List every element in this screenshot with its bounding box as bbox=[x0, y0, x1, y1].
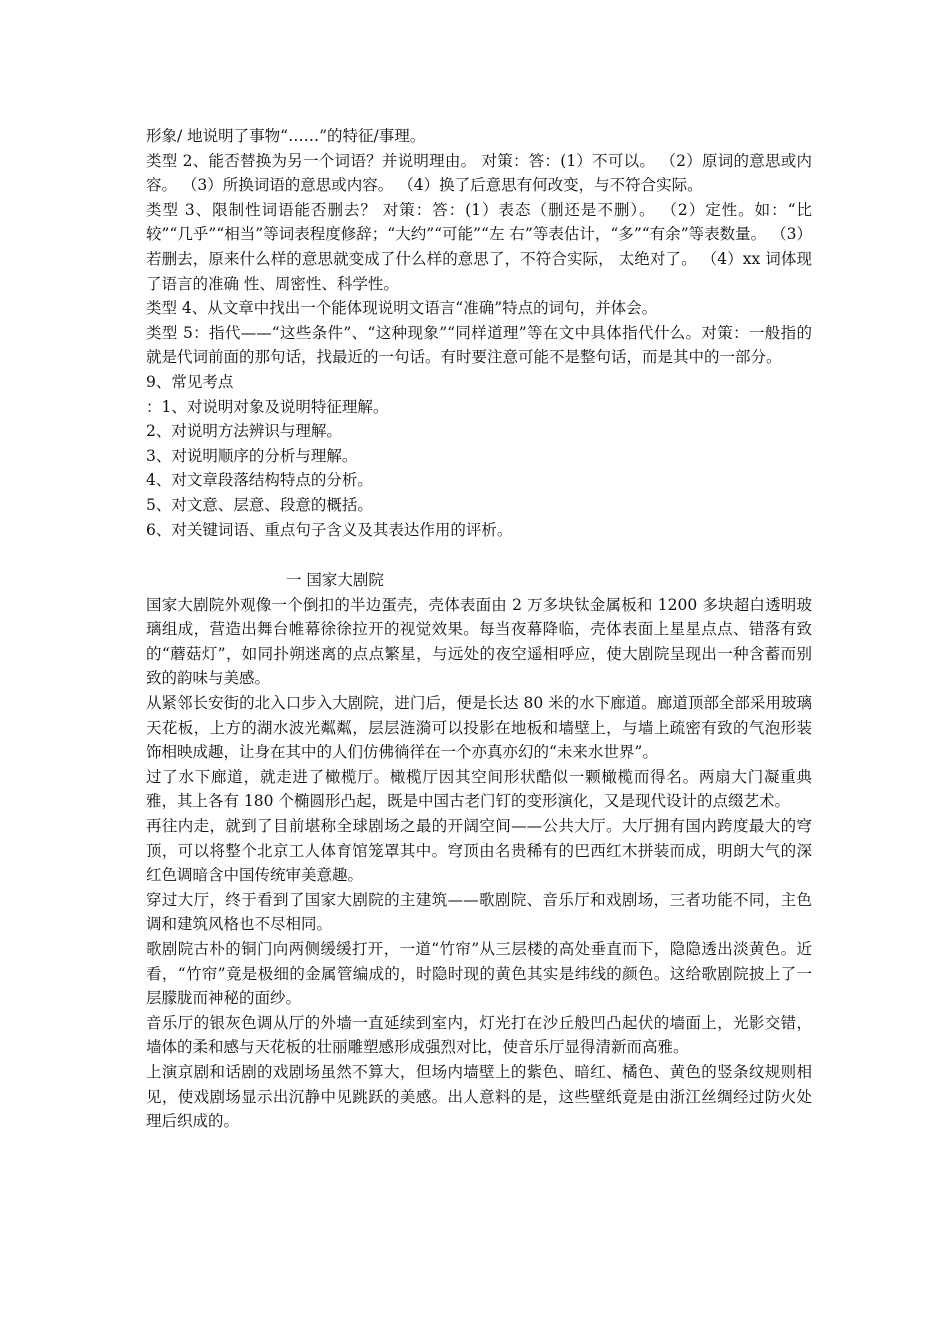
paragraph-main-buildings: 穿过大厅，终于看到了国家大剧院的主建筑——歌剧院、音乐厅和戏剧场，三者功能不同，主色调和建筑风格也不尽相同。 bbox=[146, 890, 812, 934]
list-item: ：1、对说明对象及说明特征理解。 bbox=[146, 397, 389, 416]
list-item: 6、对关键词语、重点句子含义及其表达作用的评析。 bbox=[146, 520, 513, 539]
paragraph-underwater-corridor: 从紧邻长安街的北入口步入大剧院，进门后，便是长达 80 米的水下廊道。廊道顶部全部采用玻璃天花板，上方的湖水波光粼粼，层层涟漪可以投影在地板和墙壁上，与墙上疏密有致的气泡形装饰相映成趣，让身在其中的人们仿佛徜徉在一个亦真亦幻的“未来水世界”。 bbox=[146, 694, 812, 762]
paragraph-public-hall: 再往内走，就到了目前堪称全球剧场之最的开阔空间——公共大厅。大厅拥有国内跨度最大的穹顶，可以将整个北京工人体育馆笼罩其中。穹顶由名贵稀有的巴西红木拼装而成，明朗大气的深红色调暗含中国传统审美意趣。 bbox=[146, 817, 812, 885]
paragraph-theatre: 上演京剧和话剧的戏剧场虽然不算大，但场内墙壁上的紫色、暗红、橘色、黄色的竖条纹规则相见，使戏剧场显示出沉静中见跳跃的美感。出人意料的是，这些壁纸竟是由浙江丝绸经过防火处理后织成的。 bbox=[146, 1062, 812, 1131]
section-spacer bbox=[146, 542, 812, 568]
document-body bbox=[146, 124, 812, 1134]
paragraph-concert-hall: 音乐厅的银灰色调从厅的外墙一直延续到室内，灯光打在沙丘般凹凸起伏的墙面上，光影交错，墙体的柔和感与天花板的壮丽雕塑感形成强烈对比，使音乐厅显得清新而高雅。 bbox=[146, 1013, 812, 1057]
section-title: 一 国家大剧院 bbox=[286, 571, 384, 590]
list-item: 2、对说明方法辨识与理解。 bbox=[146, 422, 342, 441]
paragraph-intro: 形象/ 地说明了事物“……”的特征/事理。 bbox=[146, 127, 426, 145]
paragraph-type-3: 类型 3、限制性词语能否删去？ 对策：答：(1）表态（删还是不删）。 （2）定性。如：“比较”“几乎”“相当”等词表程度修辞；“大约”“可能”“左 右”等表估计，“多”“有余”等表数量。 （3）若删去，原来什么样的意思就变成了什么样的意思了，不符合实际， 太绝对了。 （4）xx 词体现了语言的准确 性、周密性、科学性。 bbox=[146, 200, 812, 293]
paragraph-olive-hall: 过了水下廊道，就走进了橄榄厅。橄榄厅因其空间形状酷似一颗橄榄而得名。两扇大门凝重典雅，其上各有 180 个椭圆形凸起，既是中国古老门钉的变形演化，又是现代设计的点缀艺术。 bbox=[146, 767, 812, 811]
list-item: 5、对文意、层意、段意的概括。 bbox=[146, 495, 373, 514]
paragraph-opera-house: 歌剧院古朴的铜门向两侧缓缓打开，一道“竹帘”从三层楼的高处垂直而下，隐隐透出淡黄色。近看，“竹帘”竟是极细的金属管编成的，时隐时现的黄色其实是纬线的颜色。这给歌剧院披上了一层朦胧而神秘的面纱。 bbox=[146, 940, 812, 1008]
paragraph-type-2: 类型 2、能否替换为另一个词语？并说明理由。 对策：答：(1）不可以。 （2）原词的意思或内容。 （3）所换词语的意思或内容。 （4）换了后意思有何改变，与不符合实际。 bbox=[146, 151, 812, 195]
paragraph-type-5: 类型 5：指代——“这些条件”、“这种现象”“同样道理”等在文中具体指代什么。对策：一般指的就是代词前面的那句话，找最近的一句话。有时要注意可能不是整句话，而是其中的一部分。 bbox=[146, 323, 812, 367]
paragraph-exterior: 国家大剧院外观像一个倒扣的半边蛋壳，壳体表面由 2 万多块钛金属板和 1200 多块超白透明玻璃组成，营造出舞台帷幕徐徐拉开的视觉效果。每当夜幕降临，壳体表面上星星点点、错落有致的“蘑菇灯”，如同扑朔迷离的点点繁星，与远处的夜空遥相呼应，使大剧院呈现出一种含蓄而别致的韵味与美感。 bbox=[146, 595, 812, 688]
list-item: 3、对说明顺序的分析与理解。 bbox=[146, 446, 358, 465]
list-item: 4、对文章段落结构特点的分析。 bbox=[146, 471, 373, 490]
heading-common-test-points: 9、常见考点 bbox=[146, 372, 234, 391]
paragraph-type-4: 类型 4、从文章中找出一个能体现说明文语言“准确”特点的词句，并体会。 bbox=[146, 299, 658, 318]
